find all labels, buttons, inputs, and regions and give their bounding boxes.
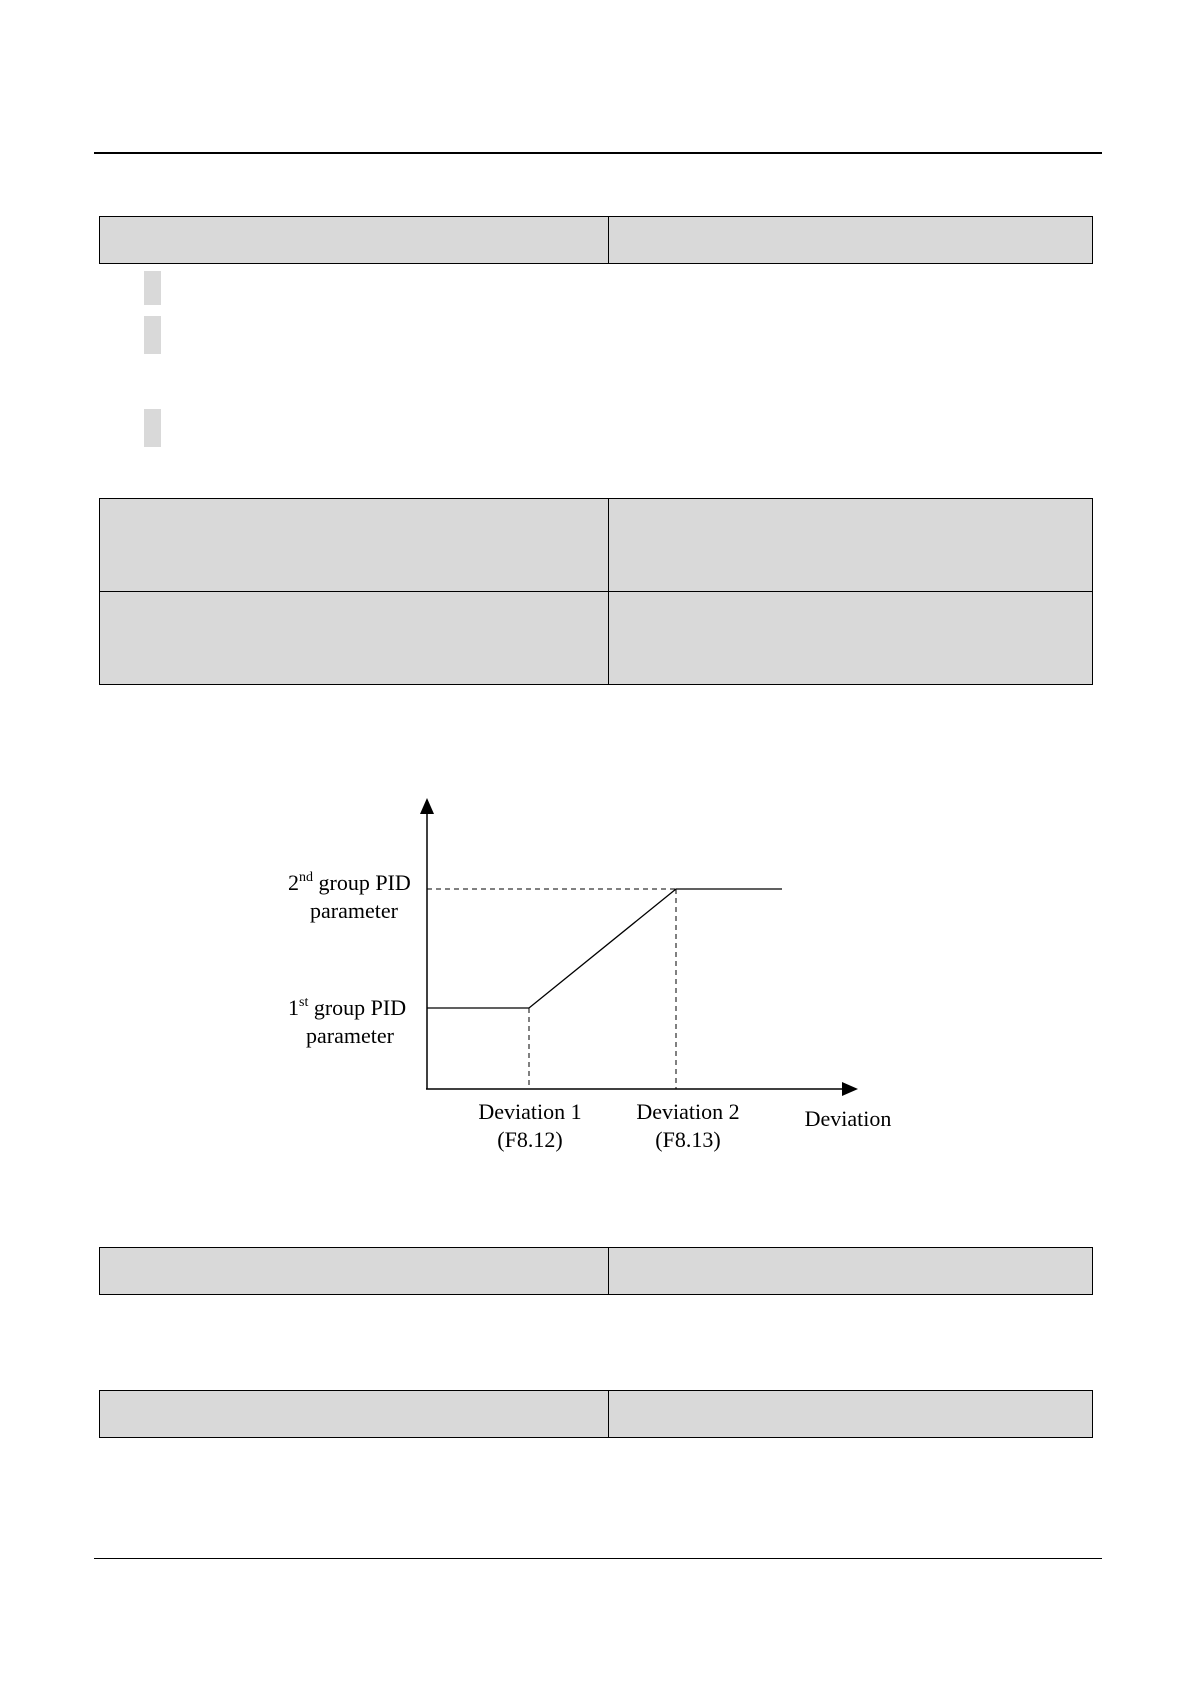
parameter-table	[99, 216, 1093, 264]
footer-rule	[94, 1558, 1102, 1559]
deviation1-code: (F8.12)	[497, 1127, 563, 1152]
parameter-table	[99, 1390, 1093, 1438]
y-axis-arrow-icon	[420, 798, 434, 814]
option-marker	[144, 316, 161, 354]
option-marker	[144, 409, 161, 447]
second-group-label-line2: parameter	[310, 898, 398, 923]
table-cell	[100, 217, 609, 264]
pid-switching-diagram	[270, 790, 920, 1160]
first-group-label: 1st group PID	[288, 995, 407, 1020]
table-cell	[609, 499, 1093, 592]
table-cell	[609, 217, 1093, 264]
first-group-label-line2: parameter	[306, 1023, 394, 1048]
table-cell	[100, 1248, 609, 1295]
header-rule	[94, 152, 1102, 154]
pid-parameter-curve	[427, 889, 782, 1008]
table-cell	[100, 1391, 609, 1438]
parameter-table	[99, 1247, 1093, 1295]
table-cell	[609, 1391, 1093, 1438]
x-axis-label: Deviation	[804, 1106, 892, 1131]
option-marker	[144, 271, 161, 305]
deviation1-label: Deviation 1	[478, 1099, 582, 1124]
table-cell	[609, 1248, 1093, 1295]
table-cell	[609, 592, 1093, 685]
deviation2-code: (F8.13)	[655, 1127, 721, 1152]
x-axis-arrow-icon	[842, 1082, 858, 1096]
table-cell	[100, 499, 609, 592]
second-group-label: 2nd group PID	[288, 870, 411, 895]
table-cell	[100, 592, 609, 685]
deviation2-label: Deviation 2	[636, 1099, 740, 1124]
parameter-table	[99, 498, 1093, 685]
